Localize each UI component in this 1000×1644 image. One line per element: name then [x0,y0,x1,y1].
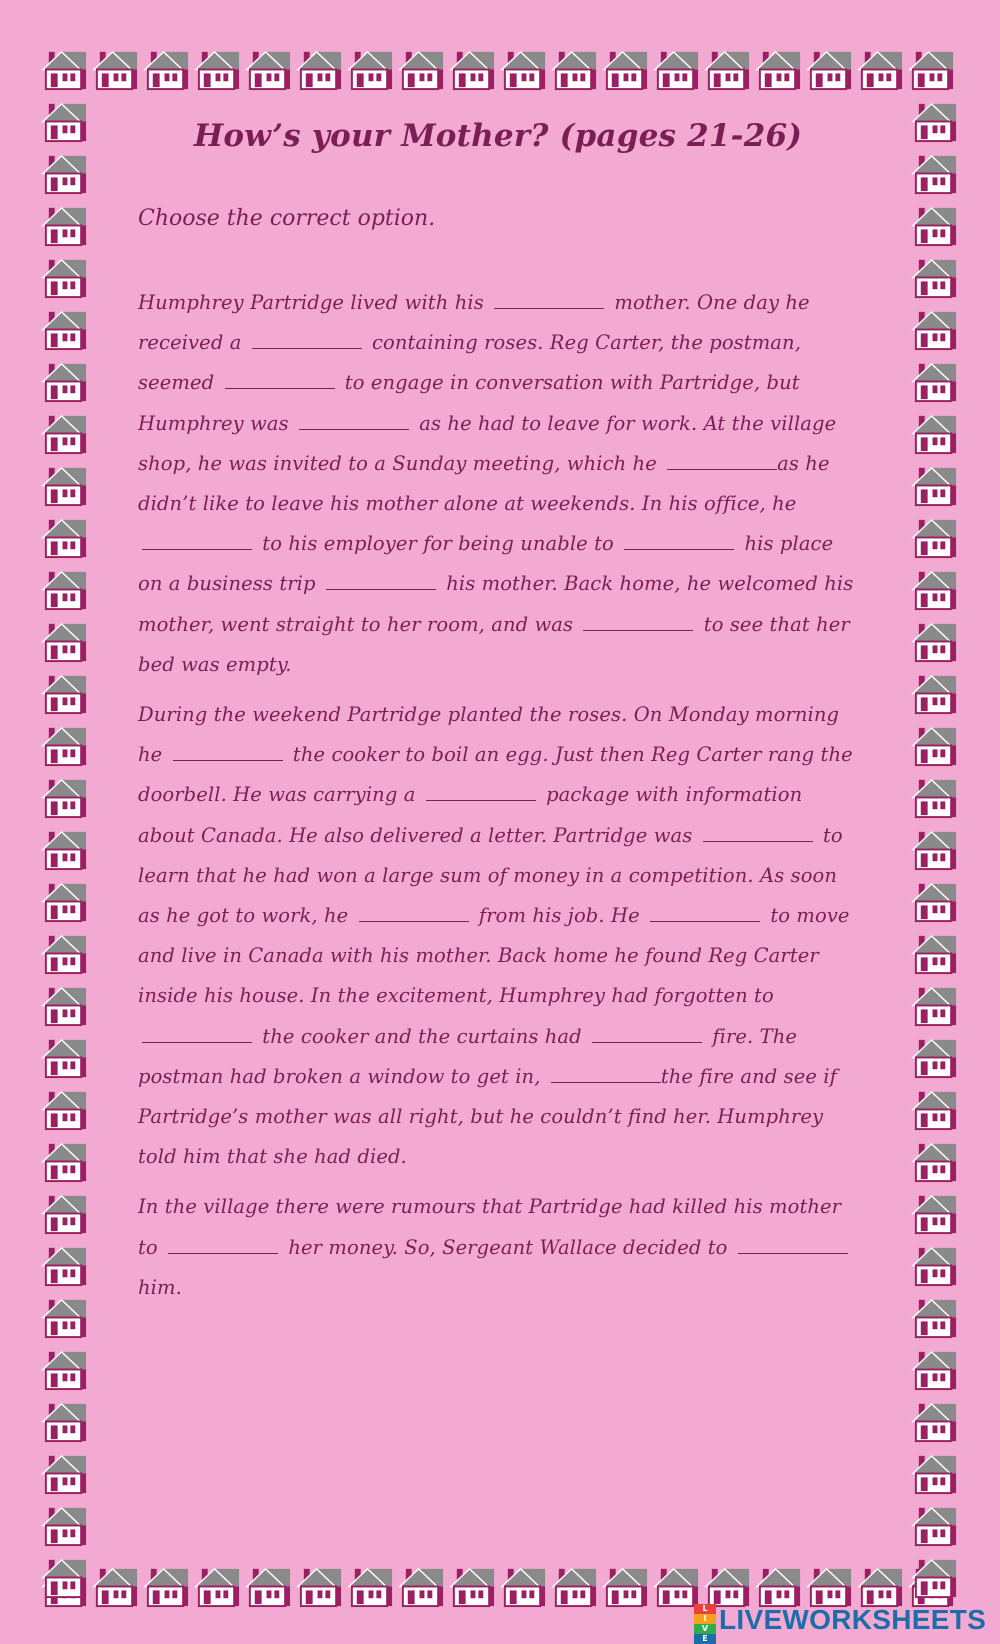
house-icon [244,44,293,93]
house-icon [40,1448,89,1497]
house-icon [910,1136,959,1185]
house-icon [910,1032,959,1081]
house-icon [397,44,446,93]
answer-blank[interactable] [738,1235,848,1254]
house-icon [652,44,701,93]
house-icon [244,1561,293,1610]
house-icon [40,356,89,405]
answer-blank[interactable] [494,290,604,309]
answer-blank[interactable] [168,1235,278,1254]
house-icon [40,1396,89,1445]
house-icon [40,44,89,93]
house-icon [40,148,89,197]
house-icon [910,304,959,353]
house-icon [40,1136,89,1185]
house-icon [142,44,191,93]
answer-blank[interactable] [326,571,436,590]
house-icon [91,1561,140,1610]
house-icon [910,96,959,145]
instruction: Choose the correct option. [138,206,436,231]
house-icon [910,1344,959,1393]
answer-blank[interactable] [583,612,693,631]
house-icon [40,304,89,353]
house-icon [40,1084,89,1133]
footer-brand[interactable] [694,1602,994,1643]
house-icon [910,1240,959,1289]
house-icon [40,980,89,1029]
brand-name: LIVEWORKSHEETS [719,1604,987,1635]
border-right [910,96,959,1601]
house-icon [448,44,497,93]
house-icon [40,1188,89,1237]
answer-blank[interactable] [142,531,252,550]
house-icon [40,1240,89,1289]
house-icon [910,668,959,717]
house-icon [601,44,650,93]
house-icon [40,668,89,717]
answer-blank[interactable] [426,782,536,801]
house-icon [910,824,959,873]
house-icon [910,356,959,405]
liveworksheets-logo-icon: L I V E [694,1604,716,1636]
house-icon [40,96,89,145]
house-icon [910,1396,959,1445]
worksheet [138,118,858,1318]
house-icon [499,1561,548,1610]
answer-blank[interactable] [299,411,409,430]
house-icon [910,1292,959,1341]
answer-blank[interactable] [359,903,469,922]
answer-blank[interactable] [252,330,362,349]
page-title: How’s your Mother? (pages 21-26) [193,118,803,154]
house-icon [40,1552,89,1601]
house-icon [910,1500,959,1549]
passage-paragraph: During the weekend Partridge planted the roses. On Monday morning he the cooker to boil an egg. Just then Reg Carter rang the doorbell. He was carrying a package with information about Canada. He also delivered a letter. Partridge was to learn that he had won a large sum of money in a competition. As soon as he got to work, he from his job. He to move and live in Canada with his mother. Back home he found Reg Carter inside his house. In the excitement, Humphrey had forgotten to the cooker and the curtains had fire. The postman had broken a window to get in, the fire and see if Partridge’s mother was all right, but he couldn’t find her. Humphrey told him that she had died. [138,703,853,1169]
house-icon [346,44,395,93]
house-icon [805,44,854,93]
house-icon [40,1032,89,1081]
passage-paragraph: Humphrey Partridge lived with his mother. One day he received a containing roses. Reg Carter, the postman, seemed to engage in conversation with Partridge, but Humphrey was as he had to leave for work. At the village shop, he was invited to a Sunday meeting, which he as he didn’t like to leave his mother alone at weekends. In his office, he to his employer for being unable to his place on a business trip his mother. Back home, he welcomed his mother, went straight to her room, and was to see that her bed was empty. [138,291,854,676]
house-icon [40,1500,89,1549]
house-icon [910,1084,959,1133]
house-icon [448,1561,497,1610]
house-icon [40,512,89,561]
house-icon [40,928,89,977]
house-icon [193,1561,242,1610]
answer-blank[interactable] [225,370,335,389]
house-icon [40,876,89,925]
house-icon [40,720,89,769]
answer-blank[interactable] [551,1064,661,1083]
house-icon [40,616,89,665]
house-icon [40,460,89,509]
answer-blank[interactable] [173,742,283,761]
house-icon [499,44,548,93]
house-icon [40,1344,89,1393]
house-icon [142,1561,191,1610]
house-icon [40,564,89,613]
house-icon [910,408,959,457]
house-icon [550,1561,599,1610]
house-icon [601,1561,650,1610]
house-icon [910,876,959,925]
house-icon [550,44,599,93]
house-icon [910,616,959,665]
house-icon [910,200,959,249]
border-top [40,44,956,93]
answer-blank[interactable] [703,823,813,842]
house-icon [910,252,959,301]
answer-blank[interactable] [624,531,734,550]
house-icon [40,252,89,301]
house-icon [910,512,959,561]
border-left [40,96,89,1601]
house-icon [910,1188,959,1237]
passage-paragraph: In the village there were rumours that Partridge had killed his mother to her money. So, Sergeant Wallace decided to him. [138,1187,858,1308]
house-icon [910,564,959,613]
house-icon [40,1292,89,1341]
house-icon [910,460,959,509]
house-icon [754,44,803,93]
house-icon [703,44,752,93]
house-icon [910,148,959,197]
house-icon [856,44,905,93]
house-icon [40,408,89,457]
house-icon [91,44,140,93]
house-icon [40,772,89,821]
house-icon [910,1448,959,1497]
answer-blank[interactable] [667,451,777,470]
house-icon [910,1552,959,1601]
answer-blank[interactable] [650,903,760,922]
house-icon [40,824,89,873]
house-icon [910,928,959,977]
house-icon [40,200,89,249]
house-icon [193,44,242,93]
house-icon [910,720,959,769]
passage [138,283,858,1308]
answer-blank[interactable] [142,1024,252,1043]
house-icon [907,44,956,93]
answer-blank[interactable] [592,1024,702,1043]
house-icon [295,1561,344,1610]
house-icon [397,1561,446,1610]
house-icon [295,44,344,93]
house-icon [346,1561,395,1610]
house-icon [910,772,959,821]
house-icon [910,980,959,1029]
